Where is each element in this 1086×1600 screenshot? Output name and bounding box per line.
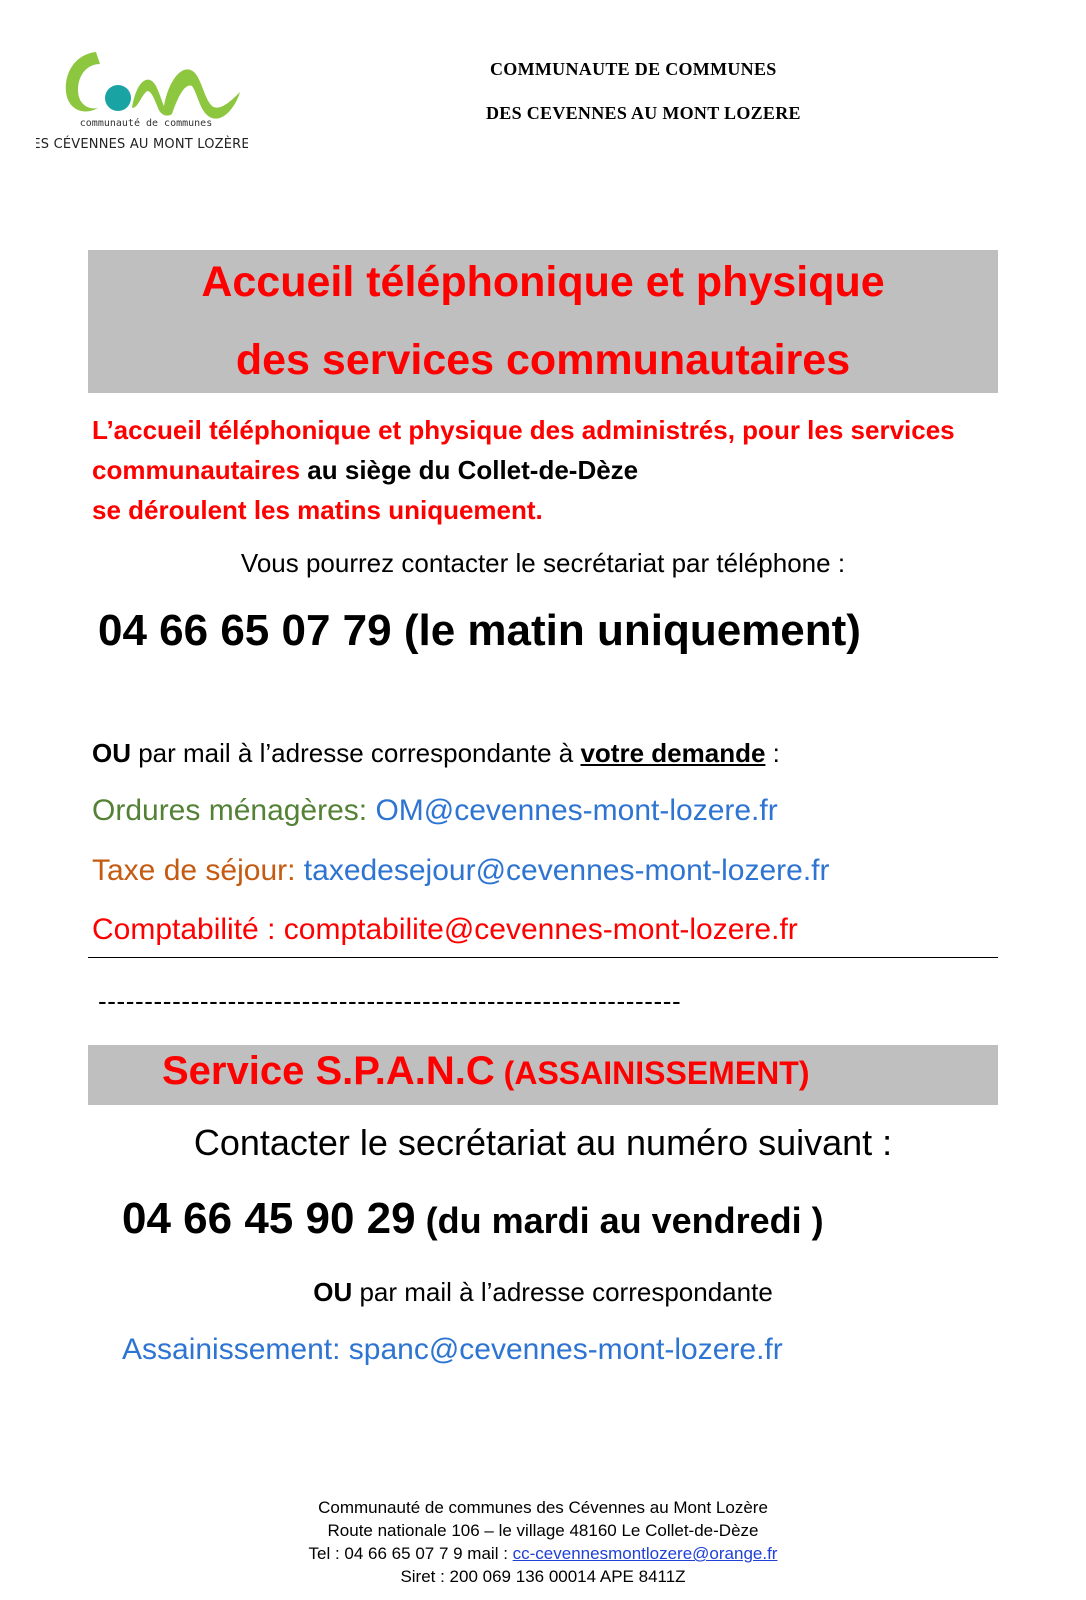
page-title-line1: Accueil téléphonique et physique xyxy=(201,258,885,306)
contact-label: Ordures ménagères xyxy=(92,794,359,827)
contact-label: Taxe de séjour xyxy=(92,854,288,887)
contact-separator: : xyxy=(258,913,284,946)
main-phone-number: 04 66 65 07 79 (le matin uniquement) xyxy=(98,606,861,655)
spanc-title-sub: (ASSAINISSEMENT) xyxy=(494,1055,810,1091)
page-title-line2: des services communautaires xyxy=(235,336,851,384)
footer-line3 xyxy=(88,1542,998,1565)
or-label: OU xyxy=(313,1277,353,1307)
mail-intro-underlined: votre demande xyxy=(580,738,766,768)
contact-row-compta xyxy=(92,913,798,947)
contact-row-om xyxy=(92,794,778,828)
spanc-mail-intro-text: par mail à l’adresse correspondante xyxy=(352,1277,773,1307)
contact-email-link[interactable]: spanc@cevennes-mont-lozere.fr xyxy=(348,1333,783,1366)
logo-name: DES CÉVENNES AU MONT LOZÈRE xyxy=(36,137,248,152)
spanc-phone-note: (du mardi au vendredi ) xyxy=(415,1200,824,1241)
intro-black-text: au siège du Collet-de-Dèze xyxy=(300,455,639,485)
spanc-phone-number: 04 66 45 90 29 xyxy=(122,1194,416,1243)
footer-tel-text: Tel : 04 66 65 07 7 9 mail : xyxy=(308,1544,513,1563)
footer-email-link[interactable]: cc-cevennesmontlozere@orange.fr xyxy=(512,1544,778,1563)
contact-email-link[interactable]: comptabilite@cevennes-mont-lozere.fr xyxy=(283,913,798,946)
contact-separator: : xyxy=(332,1333,349,1366)
or-label: OU xyxy=(92,738,131,768)
contact-separator: : xyxy=(287,854,304,887)
logo xyxy=(36,42,248,160)
mail-intro xyxy=(92,738,780,769)
logo-tagline: communauté de communes xyxy=(79,118,213,129)
mail-intro-end: : xyxy=(765,738,780,768)
intro-paragraph xyxy=(92,410,992,530)
intro-red-text-2: se déroulent les matins uniquement. xyxy=(92,495,543,525)
mail-intro-text: par mail à l’adresse correspondante à xyxy=(131,738,581,768)
intro-red-text: L’accueil téléphonique et physique des administrés, pour les services communautaires xyxy=(92,415,955,485)
org-name-line2: DES CEVENNES AU MONT LOZERE xyxy=(486,103,801,123)
contact-label: Comptabilité xyxy=(92,913,259,946)
spanc-title-main: Service S.P.A.N.C xyxy=(162,1049,495,1093)
footer-line4: Siret : 200 069 136 00014 APE 8411Z xyxy=(400,1567,686,1586)
spanc-title xyxy=(162,1049,809,1094)
contact-email-link[interactable]: OM@cevennes-mont-lozere.fr xyxy=(375,794,778,827)
spanc-phone xyxy=(122,1194,824,1244)
dashed-separator: --------------------------------------------------------------- xyxy=(98,986,682,1016)
divider-line xyxy=(88,957,998,958)
spanc-contact-intro: Contacter le secrétariat au numéro suivant : xyxy=(193,1122,893,1163)
contact-row-taxe xyxy=(92,854,830,888)
contact-email-link[interactable]: taxedesejour@cevennes-mont-lozere.fr xyxy=(303,854,830,887)
footer-line2: Route nationale 106 – le village 48160 Le Collet-de-Dèze xyxy=(327,1521,759,1540)
contact-separator: : xyxy=(358,794,376,827)
phone-intro: Vous pourrez contacter le secrétariat par téléphone : xyxy=(240,548,846,578)
footer-line1: Communauté de communes des Cévennes au Mont Lozère xyxy=(318,1498,768,1517)
org-name-line1: COMMUNAUTE DE COMMUNES xyxy=(490,59,777,79)
contact-row-spanc xyxy=(122,1333,783,1367)
contact-label: Assainissement xyxy=(122,1333,333,1366)
spanc-mail-intro xyxy=(88,1277,998,1308)
logo-graphic xyxy=(36,42,248,160)
